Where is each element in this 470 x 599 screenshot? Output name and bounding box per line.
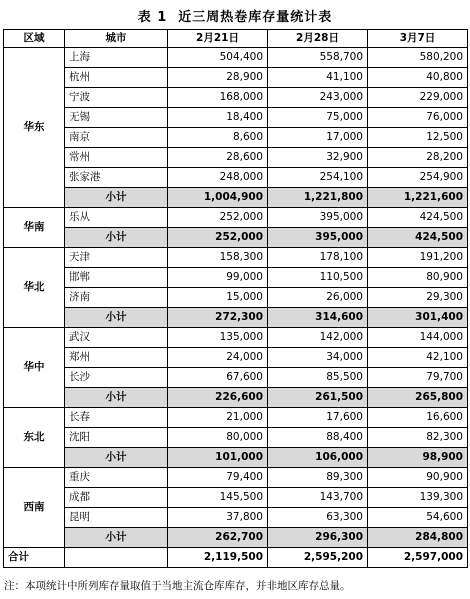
subtotal-label: 小计 (65, 388, 168, 408)
value-cell: 28,900 (168, 68, 268, 88)
value-cell: 82,300 (368, 428, 468, 448)
subtotal-label: 小计 (65, 308, 168, 328)
total-empty-cell (65, 548, 168, 568)
value-cell: 558,700 (268, 48, 368, 68)
table-row (4, 268, 468, 288)
value-cell: 17,000 (268, 128, 368, 148)
value-cell: 63,300 (268, 508, 368, 528)
value-cell: 79,400 (168, 468, 268, 488)
value-cell: 135,000 (168, 328, 268, 348)
value-cell: 145,500 (168, 488, 268, 508)
table-row (4, 88, 468, 108)
subtotal-row (4, 528, 468, 548)
subtotal-label: 小计 (65, 528, 168, 548)
value-cell: 26,000 (268, 288, 368, 308)
value-cell: 89,300 (268, 468, 368, 488)
value-cell: 88,400 (268, 428, 368, 448)
value-cell: 395,000 (268, 208, 368, 228)
subtotal-label: 小计 (65, 188, 168, 208)
subtotal-label: 小计 (65, 228, 168, 248)
subtotal-value: 1,221,600 (368, 188, 468, 208)
city-cell: 沈阳 (65, 428, 168, 448)
subtotal-value: 261,500 (268, 388, 368, 408)
city-cell: 邯郸 (65, 268, 168, 288)
value-cell: 18,400 (168, 108, 268, 128)
table-row (4, 248, 468, 268)
value-cell: 28,200 (368, 148, 468, 168)
table-title: 表 1 近三周热卷库存量统计表 (137, 10, 333, 25)
city-cell: 昆明 (65, 508, 168, 528)
subtotal-value: 226,600 (168, 388, 268, 408)
total-value: 2,119,500 (168, 548, 268, 568)
subtotal-value: 98,900 (368, 448, 468, 468)
value-cell: 143,700 (268, 488, 368, 508)
table-body (4, 48, 468, 548)
value-cell: 54,600 (368, 508, 468, 528)
value-cell: 178,100 (268, 248, 368, 268)
table-row (4, 288, 468, 308)
footnote: 注：本项统计中所列库存量取值于当地主流仓库库存，并非地区库存总量。 (4, 580, 351, 592)
value-cell: 504,400 (168, 48, 268, 68)
city-cell: 天津 (65, 248, 168, 268)
city-cell: 重庆 (65, 468, 168, 488)
table-row (4, 428, 468, 448)
value-cell: 16,600 (368, 408, 468, 428)
subtotal-label: 小计 (65, 448, 168, 468)
value-cell: 79,700 (368, 368, 468, 388)
value-cell: 17,600 (268, 408, 368, 428)
subtotal-value: 262,700 (168, 528, 268, 548)
value-cell: 99,000 (168, 268, 268, 288)
value-cell: 85,500 (268, 368, 368, 388)
value-cell: 144,000 (368, 328, 468, 348)
value-cell: 29,300 (368, 288, 468, 308)
table-row (4, 328, 468, 348)
value-cell: 34,000 (268, 348, 368, 368)
value-cell: 254,100 (268, 168, 368, 188)
subtotal-value: 301,400 (368, 308, 468, 328)
value-cell: 80,000 (168, 428, 268, 448)
table-row (4, 108, 468, 128)
city-cell: 长沙 (65, 368, 168, 388)
city-cell: 武汉 (65, 328, 168, 348)
city-cell: 无锡 (65, 108, 168, 128)
subtotal-row (4, 188, 468, 208)
value-cell: 12,500 (368, 128, 468, 148)
city-cell: 长春 (65, 408, 168, 428)
city-cell: 杭州 (65, 68, 168, 88)
header-row (4, 30, 468, 48)
city-cell: 乐从 (65, 208, 168, 228)
value-cell: 37,800 (168, 508, 268, 528)
table-row (4, 468, 468, 488)
value-cell: 75,000 (268, 108, 368, 128)
table-row (4, 208, 468, 228)
subtotal-value: 296,300 (268, 528, 368, 548)
region-cell: 华东 (4, 48, 65, 208)
value-cell: 142,000 (268, 328, 368, 348)
value-cell: 243,000 (268, 88, 368, 108)
subtotal-value: 265,800 (368, 388, 468, 408)
table-row (4, 508, 468, 528)
city-cell: 南京 (65, 128, 168, 148)
value-cell: 139,300 (368, 488, 468, 508)
value-cell: 24,000 (168, 348, 268, 368)
value-cell: 40,800 (368, 68, 468, 88)
table-row (4, 408, 468, 428)
table-row (4, 48, 468, 68)
value-cell: 168,000 (168, 88, 268, 108)
subtotal-value: 314,600 (268, 308, 368, 328)
value-cell: 80,900 (368, 268, 468, 288)
total-value: 2,597,000 (368, 548, 468, 568)
table-row (4, 128, 468, 148)
region-cell: 华中 (4, 328, 65, 408)
city-cell: 济南 (65, 288, 168, 308)
value-cell: 28,600 (168, 148, 268, 168)
total-label: 合计 (4, 548, 65, 568)
value-cell: 76,000 (368, 108, 468, 128)
city-cell: 宁波 (65, 88, 168, 108)
subtotal-value: 424,500 (368, 228, 468, 248)
value-cell: 229,000 (368, 88, 468, 108)
city-cell: 成都 (65, 488, 168, 508)
subtotal-value: 284,800 (368, 528, 468, 548)
subtotal-value: 252,000 (168, 228, 268, 248)
value-cell: 67,600 (168, 368, 268, 388)
header-city: 城市 (65, 30, 168, 48)
table-row (4, 488, 468, 508)
table-row (4, 148, 468, 168)
subtotal-value: 106,000 (268, 448, 368, 468)
subtotal-value: 1,221,800 (268, 188, 368, 208)
value-cell: 90,900 (368, 468, 468, 488)
subtotal-row (4, 228, 468, 248)
city-cell: 常州 (65, 148, 168, 168)
region-cell: 华南 (4, 208, 65, 248)
header-region: 区域 (4, 30, 65, 48)
value-cell: 21,000 (168, 408, 268, 428)
subtotal-row (4, 388, 468, 408)
value-cell: 248,000 (168, 168, 268, 188)
subtotal-value: 272,300 (168, 308, 268, 328)
value-cell: 15,000 (168, 288, 268, 308)
city-cell: 上海 (65, 48, 168, 68)
region-cell: 西南 (4, 468, 65, 548)
subtotal-row (4, 448, 468, 468)
value-cell: 580,200 (368, 48, 468, 68)
total-value: 2,595,200 (268, 548, 368, 568)
subtotal-value: 101,000 (168, 448, 268, 468)
table-row (4, 168, 468, 188)
subtotal-value: 1,004,900 (168, 188, 268, 208)
header-date-3: 3月7日 (368, 30, 468, 48)
subtotal-value: 395,000 (268, 228, 368, 248)
region-cell: 华北 (4, 248, 65, 328)
value-cell: 110,500 (268, 268, 368, 288)
table-row (4, 368, 468, 388)
value-cell: 191,200 (368, 248, 468, 268)
value-cell: 32,900 (268, 148, 368, 168)
value-cell: 8,600 (168, 128, 268, 148)
table-row (4, 348, 468, 368)
value-cell: 424,500 (368, 208, 468, 228)
header-date-2: 2月28日 (268, 30, 368, 48)
value-cell: 254,900 (368, 168, 468, 188)
header-date-1: 2月21日 (168, 30, 268, 48)
subtotal-row (4, 308, 468, 328)
total-row (4, 548, 468, 568)
table-row (4, 68, 468, 88)
inventory-table (3, 29, 468, 568)
city-cell: 郑州 (65, 348, 168, 368)
region-cell: 东北 (4, 408, 65, 468)
value-cell: 41,100 (268, 68, 368, 88)
value-cell: 158,300 (168, 248, 268, 268)
city-cell: 张家港 (65, 168, 168, 188)
value-cell: 42,100 (368, 348, 468, 368)
value-cell: 252,000 (168, 208, 268, 228)
